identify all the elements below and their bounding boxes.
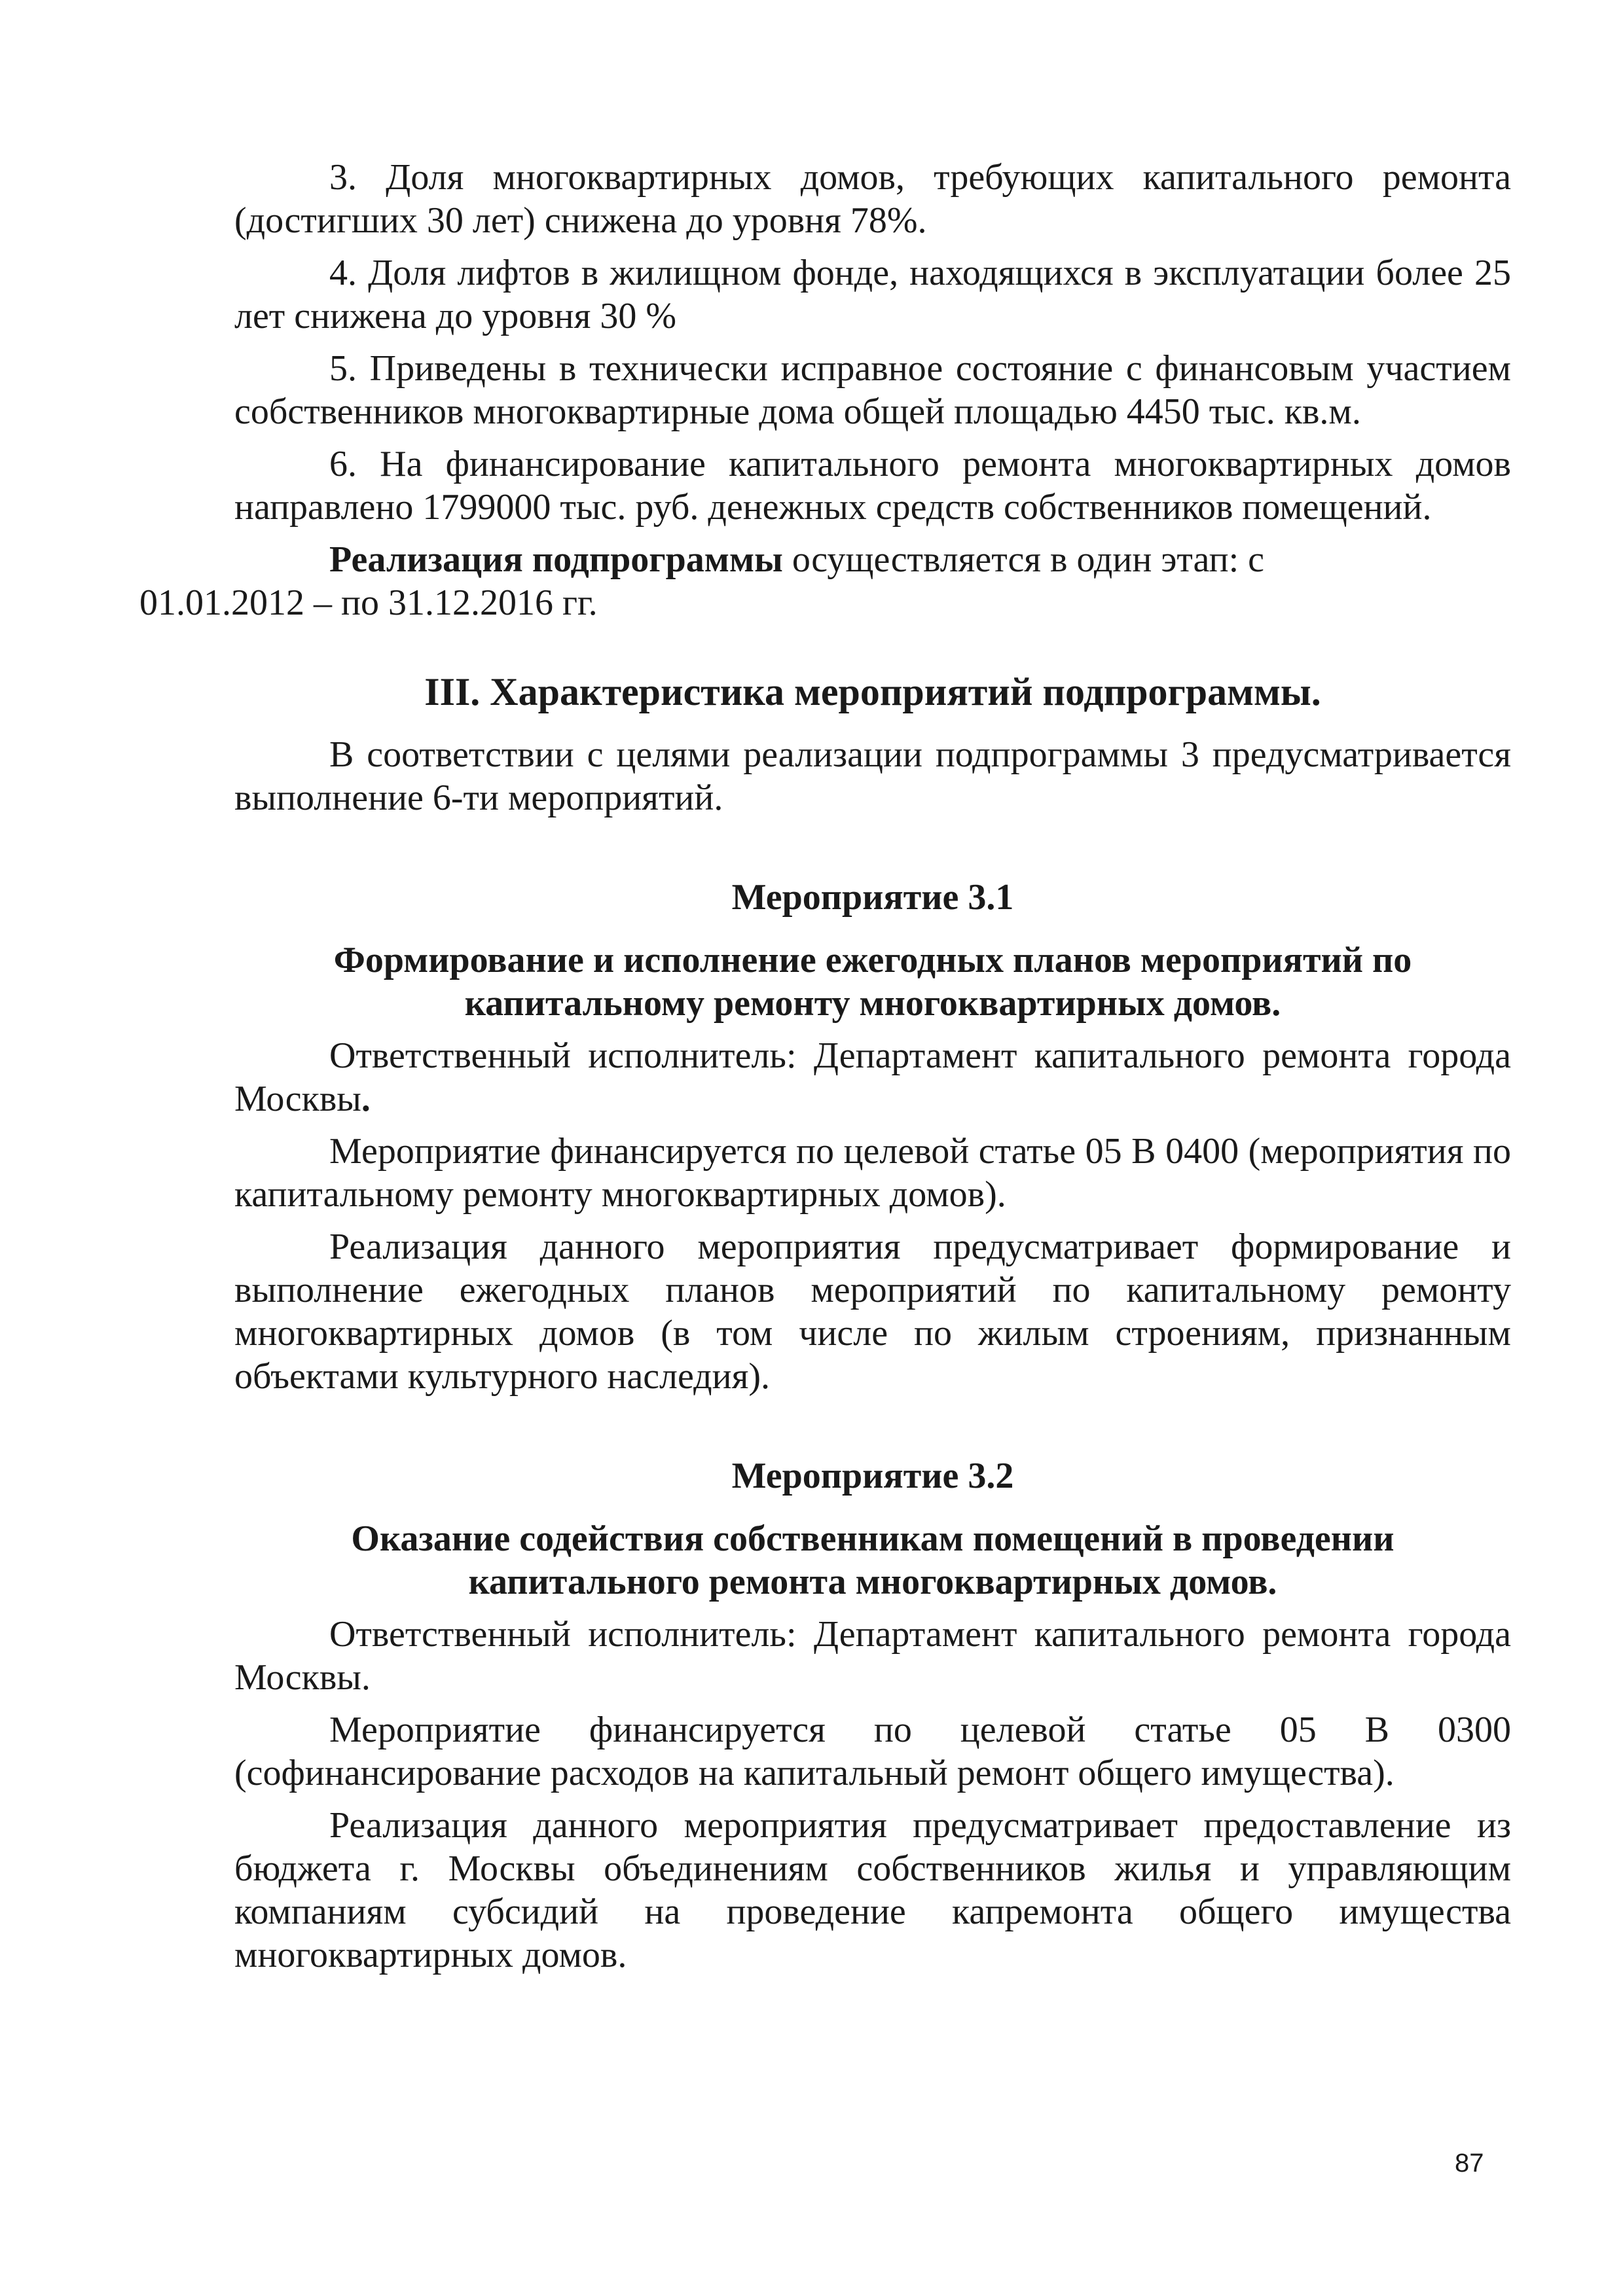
page-number: 87: [1455, 2149, 1484, 2178]
measure-3-1-title-line1: Формирование и исполнение ежегодных планов мероприятий по: [333, 940, 1412, 980]
measure-3-2-title-line2: капитального ремонта многоквартирных домов.: [468, 1562, 1277, 1602]
measure-3-2-financing: Мероприятие финансируется по целевой статье 05 В 0300 (софинансирование расходов на капитальный ремонт общего имущества).: [234, 1710, 1511, 1793]
measure-3-1-responsible: [234, 1034, 1511, 1121]
section-intro: В соответствии с целями реализации подпрограммы 3 предусматривается выполнение 6-ти мероприятий.: [234, 734, 1511, 818]
implementation-period: [139, 538, 1511, 624]
measure-3-1-title: [234, 939, 1511, 1025]
document-page: [139, 156, 1511, 1977]
measure-3-1-title-line2: капитальному ремонту многоквартирных домов.: [464, 983, 1281, 1024]
result-item-6: 6. На финансирование капитального ремонта многоквартирных домов направлено 1799000 тыс. руб. денежных средств собственников помещений.: [234, 444, 1511, 528]
measure-3-1-heading: Мероприятие 3.1: [731, 877, 1014, 918]
measure-3-1-responsible-text: Ответственный исполнитель: Департамент капитального ремонта города Москвы: [234, 1035, 1511, 1119]
implementation-period-dates: 01.01.2012 – по 31.12.2016 гг.: [139, 583, 598, 623]
measure-3-2-description: Реализация данного мероприятия предусматривает предоставление из бюджета г. Москвы объединениям собственников жилья и управляющим компаниям субсидий на проведение капремонта общего имущества многоквартирных домов.: [234, 1805, 1511, 1975]
result-item-3: 3. Доля многоквартирных домов, требующих капитального ремонта (достигших 30 лет) снижена до уровня 78%.: [234, 157, 1511, 241]
result-item-5: 5. Приведены в технически исправное состояние с финансовым участием собственников многоквартирные дома общей площадью 4450 тыс. кв.м.: [234, 348, 1511, 432]
measure-3-2-responsible: Ответственный исполнитель: Департамент капитального ремонта города Москвы.: [234, 1614, 1511, 1698]
measure-3-1-responsible-end: .: [361, 1079, 371, 1119]
measure-3-2-title: [234, 1517, 1511, 1604]
measure-3-2-title-line1: Оказание содействия собственникам помещений в проведении: [351, 1518, 1395, 1559]
measure-3-1-financing: Мероприятие финансируется по целевой статье 05 В 0400 (мероприятия по капитальному ремонту многоквартирных домов).: [234, 1131, 1511, 1215]
section-title: III. Характеристика мероприятий подпрограммы.: [424, 670, 1321, 713]
result-item-4: 4. Доля лифтов в жилищном фонде, находящихся в эксплуатации более 25 лет снижена до уровня 30 %: [234, 253, 1511, 336]
implementation-period-text: осуществляется в один этап: с: [782, 539, 1265, 580]
measure-3-1-description: Реализация данного мероприятия предусматривает формирование и выполнение ежегодных планов мероприятий по капитальному ремонту многоквартирных домов (в том числе по жилым строениям, признанным объектами культурного наследия).: [234, 1227, 1511, 1397]
measure-3-2-heading: Мероприятие 3.2: [731, 1456, 1014, 1496]
implementation-period-bold: Реализация подпрограммы: [329, 539, 783, 580]
